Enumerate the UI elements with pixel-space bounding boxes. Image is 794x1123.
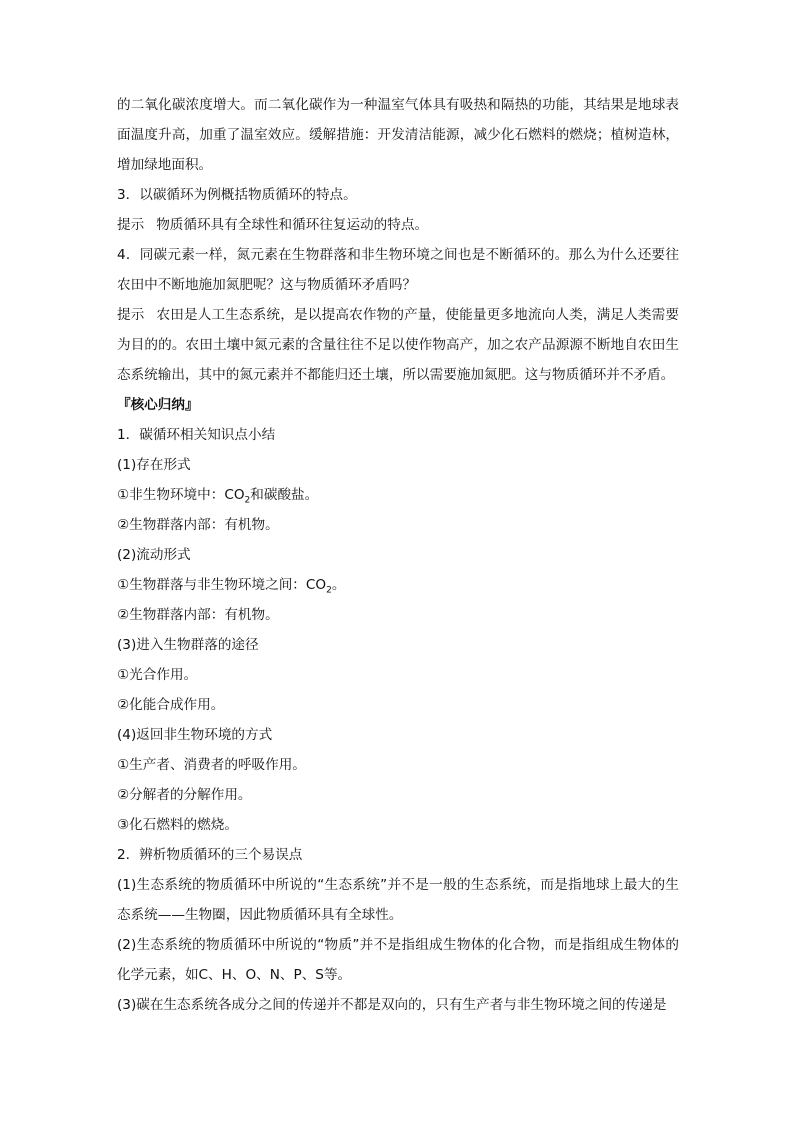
document-body <box>117 90 679 1020</box>
answer-3-text: 物质循环具有全球性和循环往复运动的特点。 <box>156 217 429 233</box>
subsection-1-1: (1)存在形式 <box>117 457 191 473</box>
subsection-1-4: (4)返回非生物环境的方式 <box>117 727 273 743</box>
item-text: 。 <box>331 577 346 593</box>
item-1-2b: ②生物群落内部：有机物。 <box>117 607 279 623</box>
item-1-4a: ①生产者、消费者的呼吸作用。 <box>117 757 306 773</box>
item-1-2a <box>117 570 679 600</box>
item-text: ①非生物环境中：CO <box>117 487 245 503</box>
question-3: 3．以碳循环为例概括物质循环的特点。 <box>117 187 357 203</box>
point-2-3: (3)碳在生态系统各成分之间的传递并不都是双向的，只有生产者与非生物环境之间的传递是 <box>117 997 667 1013</box>
section-1-title: 1．碳循环相关知识点小结 <box>117 427 276 443</box>
item-text: ①生物群落与非生物环境之间：CO <box>117 577 327 593</box>
item-1-4b: ②分解者的分解作用。 <box>117 787 252 803</box>
item-text: 和碳酸盐。 <box>250 487 319 503</box>
subsection-1-2: (2)流动形式 <box>117 547 191 563</box>
hint-label: 提示 <box>117 307 145 323</box>
subscript: 2 <box>244 495 251 506</box>
intro-paragraph: 的二氧化碳浓度增大。而二氧化碳作为一种温室气体具有吸热和隔热的功能，其结果是地球表面温度升高，加重了温室效应。缓解措施：开发清洁能源，减少化石燃料的燃烧；植树造林，增加绿地面积。 <box>117 97 679 173</box>
item-1-3a: ①光合作用。 <box>117 667 198 683</box>
item-1-3b: ②化能合成作用。 <box>117 697 225 713</box>
hint-label: 提示 <box>117 217 145 233</box>
point-2-1: (1)生态系统的物质循环中所说的“生态系统”并不是一般的生态系统，而是指地球上最大的生态系统——生物圈，因此物质循环具有全球性。 <box>117 877 679 923</box>
item-1-1b: ②生物群落内部：有机物。 <box>117 517 279 533</box>
item-1-1a <box>117 480 679 510</box>
core-summary-heading: 『核心归纳』 <box>117 397 199 413</box>
item-1-4c: ③化石燃料的燃烧。 <box>117 817 238 833</box>
subscript: 2 <box>326 585 332 596</box>
answer-3 <box>117 210 679 240</box>
answer-4 <box>117 300 679 390</box>
answer-4-text: 农田是人工生态系统，是以提高农作物的产量，使能量更多地流向人类，满足人类需要为目的的。农田土壤中氮元素的含量往往不足以使作物高产，加之农产品源源不断地自农田生态系统输出，其中的氮元素并不都能归还土壤，所以需要施加氮肥。这与物质循环并不矛盾。 <box>117 307 680 383</box>
question-4: 4．同碳元素一样，氮元素在生物群落和非生物环境之间也是不断循环的。那么为什么还要往农田中不断地施加氮肥呢？这与物质循环矛盾吗？ <box>117 247 679 293</box>
subsection-1-3: (3)进入生物群落的途径 <box>117 637 259 653</box>
section-2-title: 2．辨析物质循环的三个易误点 <box>117 847 303 863</box>
point-2-2: (2)生态系统的物质循环中所说的“物质”并不是指组成生物体的化合物，而是指组成生物体的化学元素，如C、H、O、N、P、S等。 <box>117 937 679 983</box>
